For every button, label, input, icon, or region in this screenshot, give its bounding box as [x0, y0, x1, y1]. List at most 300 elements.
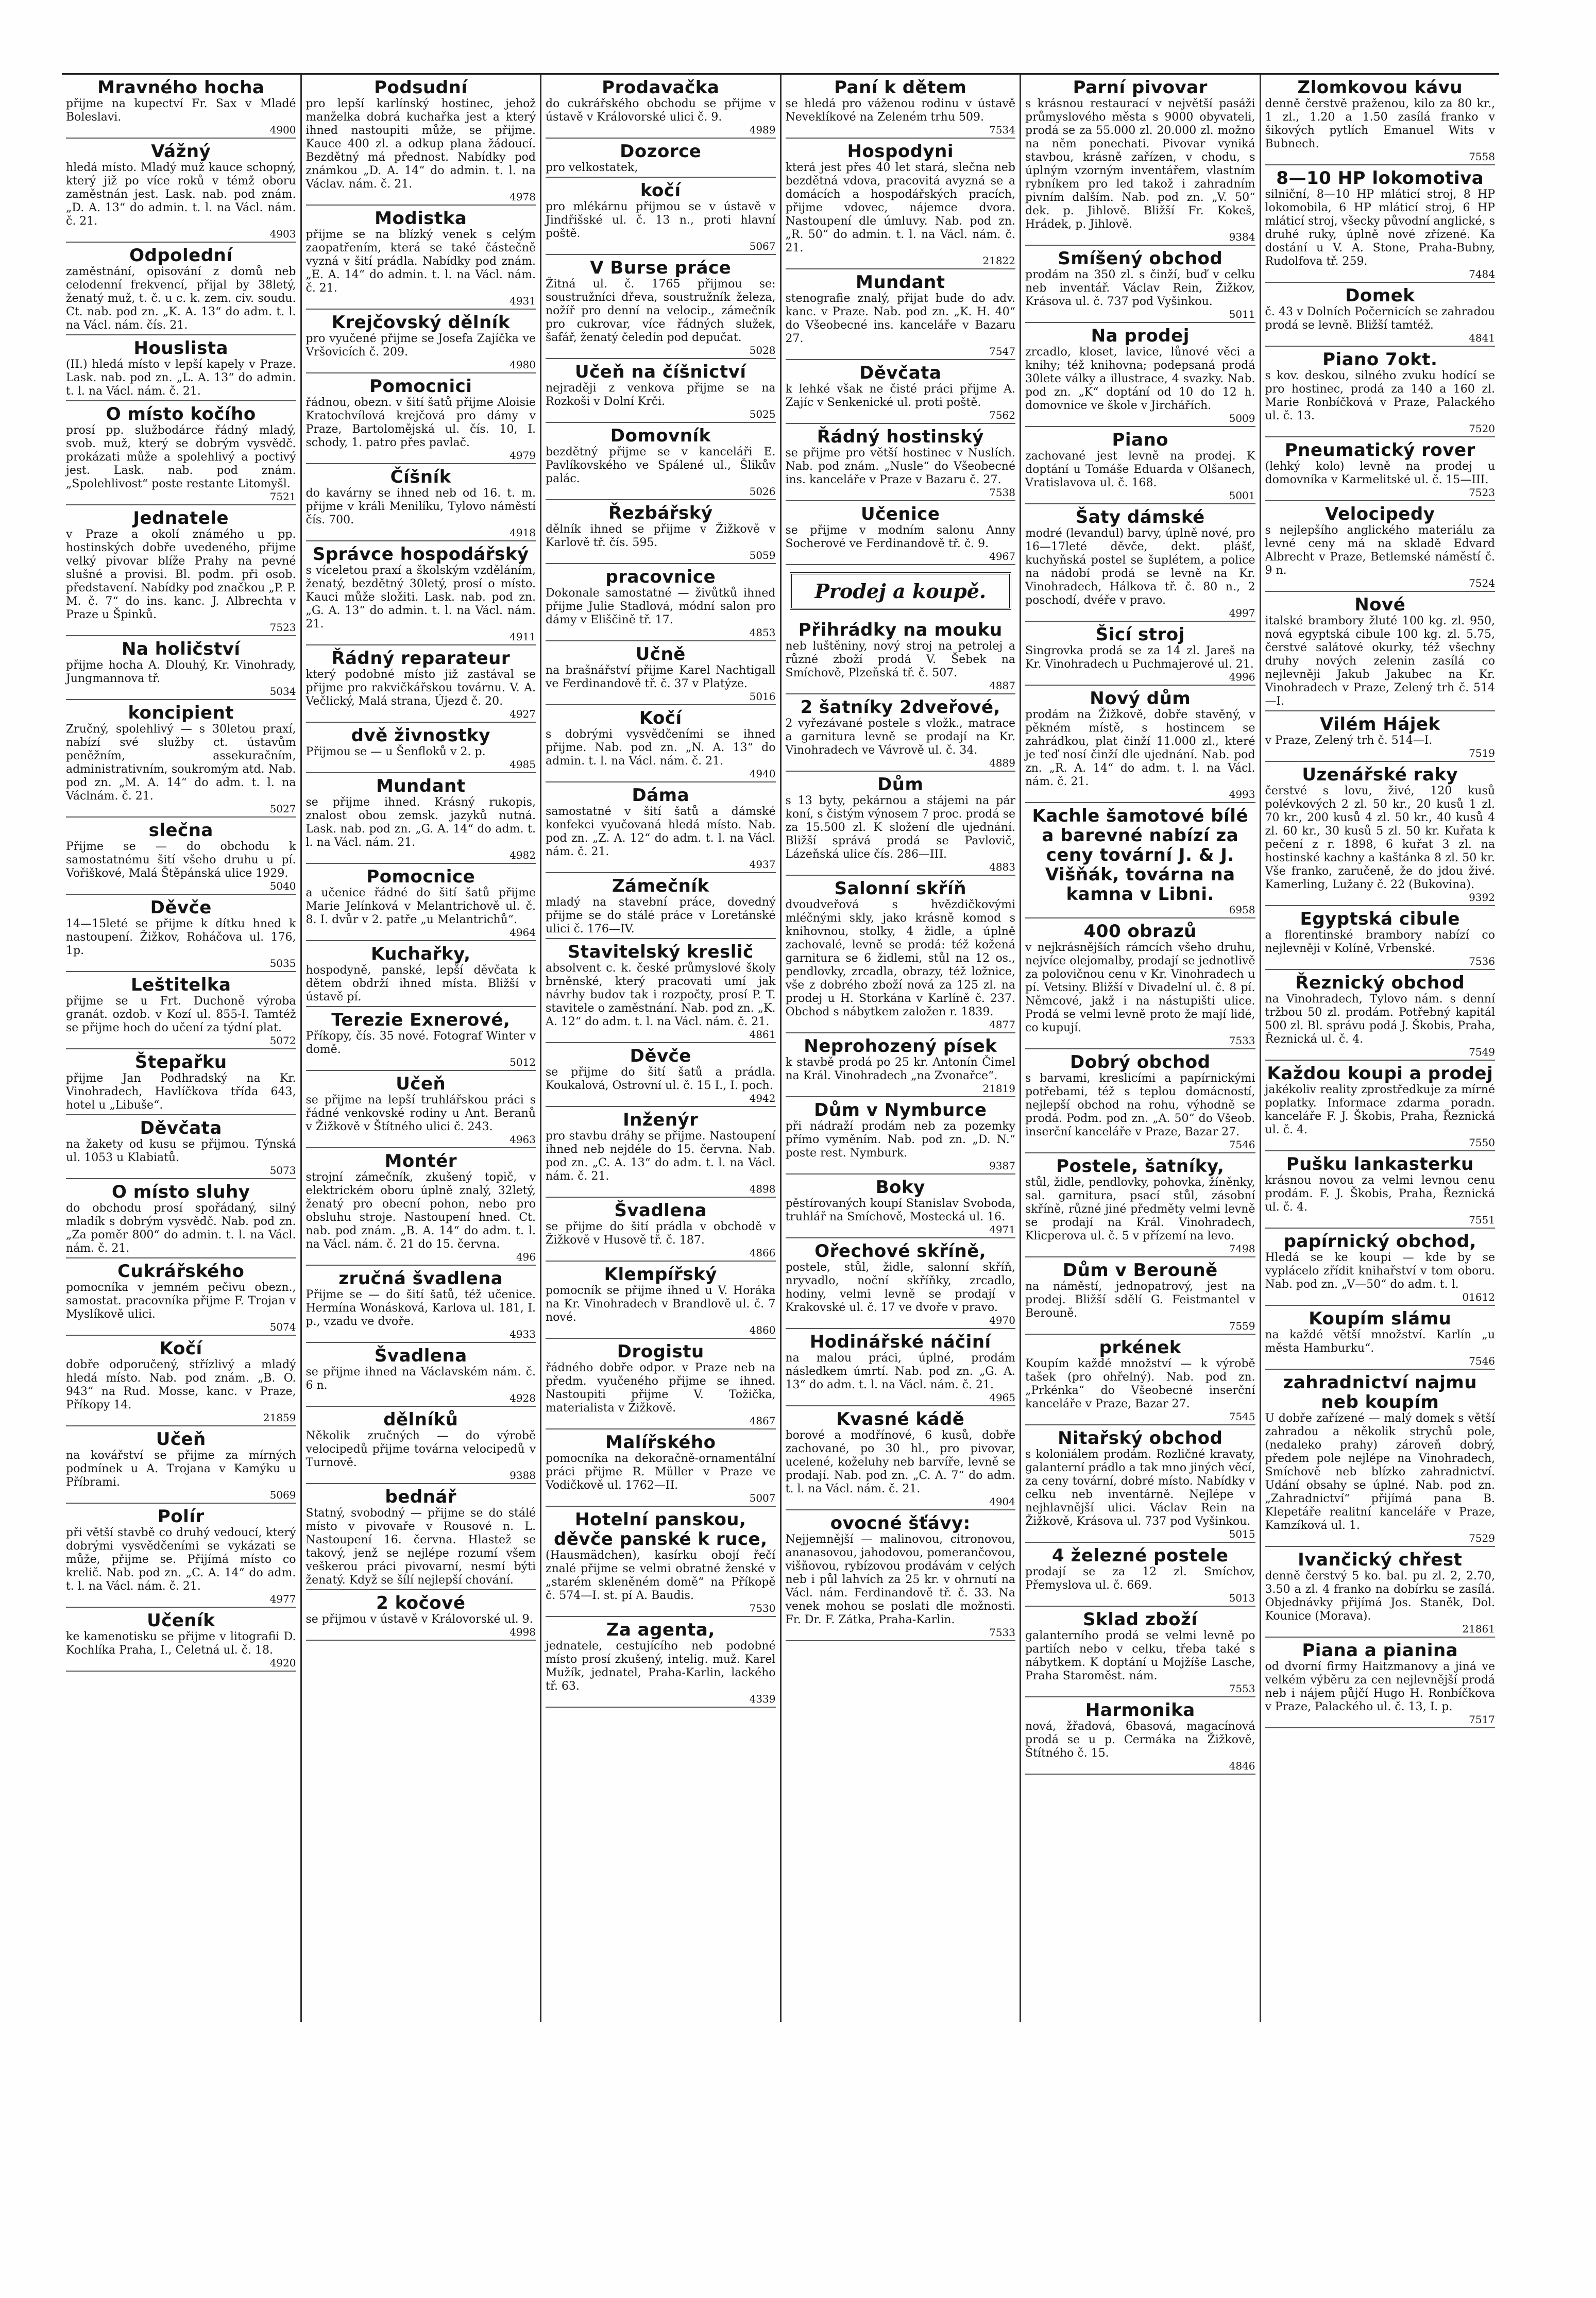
ad-text: dobře odporučený, střízlivý a mladý hledá místo. Nab. pod znám. „B. O. 943“ na Rud. Mosse, kanc. v Praze, Příkopy 14.: [66, 1358, 296, 1411]
ad-number: 4841: [1469, 332, 1495, 344]
column-6: [1261, 75, 1500, 2022]
ad-heading: Učenice: [861, 504, 940, 524]
ad-heading: prkének: [1099, 1337, 1181, 1358]
ad-number: 5040: [269, 880, 296, 892]
classified-ad: [66, 505, 296, 636]
ad-text: italské brambory žluté 100 kg. zl. 950, nová egyptská cibule 100 kg. zl. 5.75, čerstvé salátové okurky, též všechny druhy nových zelenin zasílá co nejlevněji Jakub Jakubec na Kr. Vinohradech v Praze, Zelený trh č. 514—I.: [1265, 615, 1495, 708]
classified-ad: [546, 178, 776, 255]
column-1: [62, 75, 302, 2022]
classified-ad: [306, 864, 536, 941]
ad-heading: Parní pivovar: [1073, 77, 1208, 98]
classified-columns: [62, 73, 1499, 2022]
ad-text: na malou práci, úplné, prodám následkem úmrtí. Nab. pod zn. „G. A. 13“ do adm. t. l. na Václ. nám. č. 21.: [785, 1352, 1015, 1391]
classified-ad: [786, 772, 1016, 876]
classified-ad: [306, 206, 536, 310]
ad-text: mladý na stavební práce, dovedný přijme se do stálé práce v Loretánské ulici č. 176—IV.: [546, 896, 776, 935]
ad-heading: Učeník: [147, 1610, 215, 1631]
classified-ad: [306, 1007, 536, 1071]
classified-ad: [1265, 1229, 1496, 1306]
ad-text: na žakety od kusu se přijmou. Týnská ul. 1053 u Klabiatů.: [66, 1138, 296, 1164]
ad-text: (II.) hledá místo v lepší kapely v Praze. Lask. nab. pod zn. „L. A. 13“ do admin. t. l. na Václ. nám. č. 21.: [66, 358, 296, 398]
classified-ad: [306, 773, 536, 864]
ad-number: 7521: [269, 490, 296, 503]
classified-ad: [786, 75, 1016, 139]
ad-number: 7536: [1469, 955, 1495, 967]
ad-heading: dvě živnostky: [351, 725, 490, 746]
ad-number: 4963: [510, 1133, 536, 1146]
classified-ad: [306, 541, 536, 645]
ad-number: 7523: [1469, 486, 1495, 499]
classified-ad: [1025, 323, 1255, 427]
ad-text: pro mlékárnu přijmou se v ústavě v Jindřišské ul. č. 13 n., proti hlavní poště.: [546, 200, 776, 240]
ad-number: 7546: [1229, 1138, 1255, 1151]
classified-ad: [546, 139, 776, 178]
classified-ad: [66, 1336, 296, 1426]
classified-ad: [1025, 686, 1255, 803]
ad-number: 4920: [269, 1657, 296, 1669]
ad-text: při nádraží prodám neb za pozemky přímo vyměním. Nab. pod zn. „D. N.“ poste rest. Nymburk.: [785, 1120, 1015, 1160]
ad-text: modré (levandul) barvy, úplně nové, pro 16—17leté děvče, dekt. plášť, kuchyňská postel se šuplétem, a police na nádobí prodá se levně na Kr. Vinohradech, Hálkova tř. č. 80 n., 2 poschodí, dvéře v pravo.: [1025, 527, 1255, 607]
ad-text: nejraději z venkova přijme se na Rozkoši v Dolní Krči.: [546, 382, 776, 408]
ad-number: 7529: [1469, 1532, 1495, 1544]
ad-text: s 13 byty, pekárnou a stájemi na pár koní, s čistým výnosem 7 proc. prodá se za 15.500 zl. K složení dle ujednání. Bližší správá prodá se Pavlovič, Lázeňská ulice čís. 286—III.: [785, 794, 1015, 861]
ad-number: 7533: [989, 1626, 1015, 1639]
ad-heading: Správce hospodářský: [312, 544, 529, 565]
ad-heading: Krejčovský dělník: [331, 312, 510, 333]
ad-number: 7545: [1229, 1410, 1255, 1423]
ad-number: 5011: [1229, 308, 1255, 320]
ad-text: Koupím každé množství — k výrobě tašek (pro ohřelný). Nab. pod zn. „Prkénka“ do Všeobecné inserční kanceláře v Praze, Bazar 27.: [1025, 1357, 1255, 1410]
ad-number: 7558: [1469, 150, 1495, 163]
ad-number: 4989: [749, 124, 776, 136]
ad-heading: Na prodej: [1091, 326, 1190, 346]
ad-number: 5025: [749, 408, 776, 420]
classified-ad: [546, 939, 776, 1043]
ad-heading: Velocipedy: [1325, 504, 1435, 524]
classified-ad: [66, 700, 296, 818]
ad-heading: Piana a pianina: [1302, 1640, 1458, 1661]
ad-number: 4978: [510, 191, 536, 203]
classified-ad: [306, 1484, 536, 1590]
ad-number: 7559: [1229, 1320, 1255, 1332]
classified-ad: [1265, 1370, 1496, 1547]
classified-ad: [1025, 75, 1255, 246]
ad-number: 5067: [749, 240, 776, 252]
column-5: [1021, 75, 1261, 2022]
ad-text: stůl, židle, pendlovky, pohovka, žíněnky, sal. garnitura, psací stůl, zásobní skříně, různé jiné předměty velmi levně se prodají na Král. Vinohradech, Klicperova ul. č. 5 v přízemí na levo.: [1025, 1176, 1255, 1242]
ad-number: 4883: [989, 861, 1015, 873]
ad-number: 7562: [989, 409, 1015, 421]
ad-text: samostatné v šití šatů a dámské konfekci vyučovaná hledá místo. Nab. pod zn. „Z. A. 12“ do adm. t. l. na Václ. nám. č. 21.: [546, 805, 776, 858]
ad-text: Žitná ul. č. 1765 přijmou se: soustružníci dřeva, soustružník železa, nožíř pro denní na velocip., zámečník pro cukrovar, více řádných služek, šafář, ženatý čeledín pod depučat.: [546, 278, 776, 344]
ad-number: 4998: [510, 1626, 536, 1638]
ad-number: 4904: [989, 1495, 1015, 1508]
ad-text: ke kamenotisku se přijme v litografii D. Kochlíka Praha, I., Celetná ul. č. 18.: [66, 1630, 296, 1657]
classified-ad: [1025, 427, 1255, 504]
ad-text: se přijme ihned. Krásný rukopis, znalost obou zemsk. jazyků nutná. Lask. nab. pod zn. „G. A. 14“ do adm. t. l. na Václ. nám. 21.: [305, 796, 536, 849]
ad-heading: Dozorce: [620, 141, 702, 162]
classified-ad: [306, 1407, 536, 1484]
classified-ad: [786, 694, 1016, 772]
ad-heading: Harmonika: [1085, 1700, 1195, 1721]
ad-heading: Dáma: [632, 785, 690, 806]
ad-text: která jest přes 40 let stará, slečna neb bezdětná vdova, pracovitá avyzná se a domácích a hospodářských pracích, přijme vdovec, nájemce dvora. Nastoupení dle úmluvy. Nab. pod zn. „R. 50“ do admin. t. l. na Václ. nám. č. 21.: [785, 161, 1015, 254]
classified-ad: [546, 1107, 776, 1198]
classified-ad: [1265, 1061, 1496, 1151]
ad-number: 21861: [1462, 1623, 1495, 1635]
ad-number: 4931: [510, 295, 536, 307]
classified-ad: [786, 1329, 1016, 1406]
ad-heading: Štepařku: [134, 1052, 227, 1073]
ad-heading: Cukrářského: [117, 1261, 245, 1282]
classified-ad: [306, 1148, 536, 1266]
ad-number: 4900: [269, 124, 296, 136]
ad-heading: Inženýr: [623, 1110, 699, 1130]
classified-ad: [66, 818, 296, 895]
ad-number: 21859: [263, 1411, 296, 1424]
ad-number: 4967: [989, 550, 1015, 563]
ad-heading: Na holičství: [121, 639, 241, 659]
ad-heading: Pušku lankasterku: [1286, 1154, 1474, 1174]
classified-ad: [1025, 246, 1255, 323]
classified-ad: [1265, 1638, 1496, 1728]
classified-ad: [1025, 1257, 1255, 1335]
ad-text: zrcadlo, kloset, lavice, lůnové věci a knihy; též knihovna; podepsaná prodá 30lete války a illustrace, 4 svazky. Nab. pod zn. „K“ doptání od 10 do 12 h. domovnice ve škole v Jirchářích.: [1025, 346, 1255, 412]
ad-number: 4964: [510, 926, 536, 939]
classified-ad: [306, 1071, 536, 1148]
ad-heading: Pneumatický rover: [1284, 440, 1475, 461]
ad-number: 7498: [1229, 1242, 1255, 1255]
classified-ad: [546, 1339, 776, 1429]
ad-text: s dobrými vysvědčeními se ihned přijme. Nab. pod zn. „N. A. 13“ do admin. t. l. na Václ. nám. č. 21.: [546, 728, 776, 768]
classified-ad: [66, 636, 296, 700]
ad-heading: Klempířský: [604, 1264, 717, 1285]
classified-ad: [1025, 918, 1255, 1049]
ad-number: 21819: [982, 1082, 1015, 1095]
ad-number: 7533: [1229, 1034, 1255, 1047]
ad-heading: kočí: [640, 180, 681, 201]
ad-heading: pracovnice: [605, 567, 716, 587]
ad-text: se přijme v modním salonu Anny Socherové ve Ferdinandově tř. č. 9.: [785, 524, 1015, 550]
ad-text: přijme Jan Podhradský na Kr. Vinohradech, Havlíčkova třída 643, hotel u „Libuše“.: [66, 1072, 296, 1112]
classified-ad: [306, 310, 536, 373]
ad-heading: zručná švadlena: [338, 1268, 503, 1289]
ad-text: denně čerstvě praženou, kilo za 80 kr., 1 zl., 1.20 a 1.50 zasílá franko v šikových pytlích Emanuel Wits v Bubnech.: [1265, 97, 1495, 150]
ad-text: pro stavbu dráhy se přijme. Nastoupení ihned neb nejdéle do 15. června. Nab. pod zn. „C. A. 13“ do adm. t. l. na Václ. nám. č. 21.: [546, 1130, 776, 1183]
ad-number: 9384: [1229, 231, 1255, 243]
ad-text: Nejjemnější — malinovou, citronovou, ananasovou, jahodovou, pomerančovou, višňovou, rybízovou prodávám v celých neb i půl lahvích za 25 kr. v ohrnutí na Václ. nám. Ferdinandově tř. č. 33. Na venek mohou se poslati dle možnosti. Fr. Dr. F. Zátka, Praha-Karlin.: [785, 1533, 1015, 1626]
ad-text: v nejkrásnějších rámcích všeho druhu, nejvíce olejomalby, prodají se jednotlivě za polovičnou cenu v Kr. Vinohradech u pí. Vetsiny. Bližší v Divadelní ul. č. 8 pí. Němcové, jakž i na nástupišti ulice. Prodá se velmi levně proto že mají lidé, co kupují.: [1025, 941, 1255, 1034]
ad-number: 5001: [1229, 489, 1255, 502]
ad-number: 4877: [989, 1018, 1015, 1031]
classified-ad: [546, 1198, 776, 1262]
ad-heading: Egyptská cibule: [1300, 909, 1460, 929]
classified-ad: [66, 1608, 296, 1672]
ad-number: 7551: [1469, 1214, 1495, 1226]
ad-heading: Zlomkovou kávu: [1297, 77, 1463, 98]
ad-text: pro vyučené přijme se Josefa Zajíčka ve Vršovicích č. 209.: [305, 332, 536, 359]
ad-number: 5012: [510, 1056, 536, 1068]
ad-heading: Neprohozený písek: [804, 1036, 997, 1057]
classified-ad: [786, 1174, 1016, 1238]
classified-ad: [1265, 1151, 1496, 1229]
column-2: [302, 75, 542, 2022]
ad-heading: Hospodyni: [847, 141, 954, 162]
ad-heading: Jednatele: [133, 508, 229, 529]
classified-ad: [1025, 1697, 1255, 1775]
ad-number: 5013: [1229, 1592, 1255, 1604]
ad-number: 4928: [510, 1392, 536, 1404]
classified-ad: [1025, 1049, 1255, 1153]
ad-text: přijme hocha A. Dlouhý, Kr. Vinohrady, Jungmannova tř.: [66, 659, 296, 685]
ad-heading: Švadlena: [614, 1200, 707, 1221]
section-label: Prodej a koupě.: [814, 580, 987, 603]
classified-ad: [306, 373, 536, 464]
ad-text: (lehký kolo) levně na prodej u domovníka v Karmelitské ul. č. 15—III.: [1265, 460, 1495, 486]
ad-number: 7547: [989, 345, 1015, 358]
classified-ad: [1265, 592, 1496, 711]
ad-text: se přijme ihned na Václavském nám. č. 6 n.: [305, 1366, 536, 1392]
ad-heading: Kuchařky,: [370, 944, 471, 964]
ad-heading: Řádný hostinský: [817, 427, 984, 447]
ad-text: Přijme se — do obchodu k samostatnému šití všeho druhu u pí. Vořiškové, Malá Štěpánská ulice 1929.: [66, 840, 296, 880]
ad-heading: Dobrý obchod: [1070, 1052, 1211, 1073]
ad-heading: Učně: [635, 644, 686, 665]
ad-number: 4980: [510, 359, 536, 371]
classified-ad: [546, 255, 776, 359]
ad-text: se přijme na lepší truhlářskou práci s řádné venkovské rodiny u Ant. Beranů v Žižkově v Štítného ulici č. 243.: [305, 1094, 536, 1133]
ad-heading: Šicí stroj: [1095, 624, 1185, 645]
ad-number: 4927: [510, 708, 536, 720]
classified-ad: [1265, 75, 1496, 165]
ad-text: Přijmou se — u Šenfloků v 2. p.: [305, 745, 486, 758]
column-3: [541, 75, 782, 2022]
ad-heading: V Burse práce: [590, 258, 732, 278]
ad-number: 7550: [1469, 1136, 1495, 1149]
ad-number: 5016: [749, 690, 776, 703]
ad-text: k lehké však ne čisté práci přijme A. Zajíc v Senkenické ul. proti poště.: [785, 383, 1015, 409]
ad-text: bezdětný přijme se v kanceláři E. Pavlíkovského ve Spálené ul., Šlikův palác.: [546, 446, 776, 485]
ad-heading: O místo sluhy: [112, 1182, 250, 1202]
ad-heading: Montér: [384, 1151, 457, 1171]
ad-text: s víceletou praxí a školským vzděláním, ženatý, bezdětný 30letý, prosí o místo. Kauci může složiti. Lask. nab. pod zn. „G. A. 13“ do admin. t. l. na Václ. nám. 21.: [305, 564, 536, 631]
classified-ad: [786, 617, 1016, 694]
classified-ad: [546, 705, 776, 782]
ad-heading: Řádný reparateur: [331, 648, 511, 669]
ad-heading: Kočí: [639, 708, 682, 728]
ad-number: 5059: [749, 549, 776, 561]
classified-ad: [786, 1238, 1016, 1329]
ad-text: absolvent c. k. české průmyslové školy brněnské, který pracovati umí jak návrhy budov tak i rozpočty, prosí P. T. stavitele o zaměstnání. Nab. pod zn. „K. A. 12“ do adm. t. l. na Václ. nám. č. 21.: [546, 962, 776, 1028]
ad-heading: Číšník: [390, 467, 451, 487]
ad-text: čerstvé s lovu, živé, 120 kusů polévkových 2 zl. 50 kr., 20 kusů 1 zl. 70 kr., 200 kusů 4 zl. 50 kr., 40 kusů 4 zl. 60 kr., 30 kusů 5 zl. 50 kr. Kuřata k pečení z r. 1898, 6 kuřat 3 zl. na hostinské kachny a kaštánka 8 zl. 50 kr. Vše franko, zaručeně, že do jdou živé. Kamerling, Lužany č. 22 (Bukovina).: [1265, 785, 1495, 891]
ad-heading: Pomocnici: [369, 376, 472, 397]
ad-heading: Vážný: [151, 141, 211, 162]
ad-text: dělník ihned se přijme v Žižkově v Karlově tř. čís. 595.: [546, 523, 776, 549]
ad-text: Zručný, spolehlivý — s 30letou praxí, nabízí své služby ct. ústavům peněžním, assekuračním, administrativním, soukromým atd. Nab. pod zn. „M. A. 14“ do adm. t. l. na Václnám. č. 21.: [66, 723, 296, 803]
classified-ad: [1265, 711, 1496, 762]
ad-text: neb luštěniny, nový stroj na petrolej a různé zboží prodá V. Šebek na Smíchově, Plzeňská tř. č. 507.: [785, 640, 1015, 679]
ad-number: 4970: [989, 1314, 1015, 1326]
ad-number: 4965: [989, 1391, 1015, 1404]
ad-text: denně čerstvý 5 ko. bal. pu zl. 2, 2.70, 3.50 a zl. 4 franko na dobírku se zasílá. Objednávky přijímá Jos. Staněk, Dol. Kounice (Morava).: [1265, 1570, 1495, 1623]
ad-number: 4993: [1229, 788, 1255, 801]
ad-number: 7538: [989, 486, 1015, 499]
ad-heading: 2 kočové: [376, 1593, 466, 1613]
ad-text: při větší stavbě co druhý vedoucí, který dobrými vysvědčeními se vykázati se může, přijme se. Přijímá místo co krelič. Nab. pod zn. „C. A. 14“ do adm. t. l. na Václ. nám. č. 21.: [66, 1526, 296, 1593]
classified-ad: [66, 1049, 296, 1115]
classified-ad: [1265, 1547, 1496, 1638]
ad-heading: Piano: [1112, 430, 1169, 450]
ad-text: Hledá se ke koupi — kde by se vyplácelo zřídit knihařství v tom oboru. Nab. pod zn. „V—50“ do adm. t. l.: [1265, 1251, 1495, 1291]
ad-text: Statný, svobodný — přijme se do stálé místo v pivovaře v Rousové n. L. Nastoupení 16. června. Hlastež se takový, jenž se nejlépe rozumí všem veškerou práci pivovarní, nesmí býti ženatý. Když se šílí nejlepší chování.: [305, 1507, 536, 1587]
ad-text: do cukrářského obchodu se přijme v ústavě v Královorské ulici č. 9.: [546, 97, 776, 124]
ad-heading: Řeznický obchod: [1295, 973, 1465, 993]
ad-text: silniční, 8—10 HP mláticí stroj, 8 HP lokomobila, 6 HP mláticí stroj, 6 HP mláticí stroj, všecky původní anglické, s druhé ruky, úplně nové zřízené. Ka dostání u V. A. Stone, Praha-Bubny, Rudolfova tř. 259.: [1265, 188, 1495, 268]
ad-heading: Mravného hocha: [97, 77, 265, 98]
ad-text: prosí pp. službodárce řádný mladý, svob. muž, který se dobrým vysvědč. prokázati může a spolehlivý a poctivý jest. Lask. nab. pod znám. „Spolehlivost“ poste restante Litomyšl.: [66, 424, 296, 490]
ad-number: 5035: [269, 957, 296, 969]
ad-heading: Koupím slámu: [1309, 1308, 1452, 1329]
classified-ad: [546, 1429, 776, 1507]
ad-text: stenografie znalý, přijat bude do adv. kanc. v Praze. Nab. pod zn. „K. H. 40“ do Všeobecné ins. kanceláře v Bazaru 27.: [785, 292, 1015, 345]
classified-ad: [306, 1590, 536, 1641]
classified-ad: [786, 501, 1016, 565]
ad-number: 5027: [269, 803, 296, 815]
ad-text: a učenice řádné do šití šatů přijme Marie Jelínková v Melantrichově ul. č. 8. I. dvůr v 2. patře „u Melantrichů“.: [305, 887, 536, 926]
ad-number: 496: [516, 1251, 536, 1263]
ad-text: pro velkostatek,: [546, 161, 638, 174]
ad-number: 7546: [1469, 1355, 1495, 1367]
ad-number: 5069: [269, 1489, 296, 1501]
classified-ad: [306, 645, 536, 723]
ad-text: Dokonale samostatné — živůtků ihned přijme Julie Stadlová, módní salon pro dámy v Eliščině tř. 17.: [546, 587, 776, 626]
ad-text: hospodyně, panské, lepší děvčata k dětem obdrží ihned místa. Bližší v ústavě pí.: [305, 964, 536, 1003]
ad-text: Několik zručných — do výrobě velocipedů přijme továrna velocipedů v Turnově.: [305, 1429, 536, 1469]
ad-number: 4933: [510, 1328, 536, 1340]
ad-text: prodají se za 12 zl. Smíchov, Přemyslova ul. č. 669.: [1025, 1565, 1255, 1592]
ad-heading: Hodinářské náčiní: [809, 1332, 991, 1352]
ad-text: na kovářství se přijme za mírných podmínek u A. Trojana v Kamýku u Příbrami.: [66, 1449, 296, 1489]
ad-text: řádnou, obezn. v šití šatů přijme Aloisie Kratochvílová krejčová pro dámy v Praze, Bartolomějská ul. čís. 10, I. schody, 1. patro přes pavlač.: [305, 396, 536, 449]
classified-ad: [1025, 803, 1255, 918]
ad-number: 5009: [1229, 412, 1255, 424]
ad-number: 4918: [510, 526, 536, 539]
classified-ad: [546, 500, 776, 564]
ad-heading: Piano 7okt.: [1322, 349, 1438, 370]
ad-number: 7519: [1469, 747, 1495, 759]
ad-text: pěstírovaných koupí Stanislav Svoboda, truhlář na Smíchově, Mostecká ul. 16.: [785, 1197, 1015, 1223]
classified-ad: [306, 941, 536, 1007]
ad-text: který podobné místo již zastával se přijme pro rakvičkářskou továrnu. V. A. Večlický, Malá strana, Újezd č. 20.: [305, 668, 536, 708]
ad-number: 4866: [749, 1247, 776, 1259]
ad-number: 4339: [749, 1693, 776, 1705]
ad-heading: Salonní skříň: [834, 878, 966, 899]
ad-text: do obchodu prosí spořádaný, silný mladík s dobrým vysvědč. Nab. pod zn. „Za poměr 800“ do admin. t. l. na Václ. nám. č. 21.: [66, 1202, 296, 1255]
ad-heading: Nitařský obchod: [1058, 1428, 1223, 1449]
classified-ad: [546, 423, 776, 500]
ad-number: 9392: [1469, 891, 1495, 904]
ad-number: 7517: [1469, 1713, 1495, 1726]
classified-ad: [786, 139, 1016, 269]
ad-text: nová, žřadová, 6basová, magacínová prodá se u p. Cermáka na Žižkově, Štítného č. 15.: [1025, 1720, 1255, 1760]
ad-heading: Děvče: [630, 1046, 691, 1066]
classified-ad: [546, 1262, 776, 1339]
ad-heading: Uzenářské raky: [1302, 764, 1458, 785]
ad-heading: Hotelní panskou, děvče panské k ruce,: [554, 1509, 768, 1550]
ad-heading: Učeň na číšnictví: [575, 362, 746, 382]
ad-text: pomocníka na dekoračně-ornamentální práci přijme R. Müller v Praze ve Vodičkově ul. 1762—II.: [546, 1452, 776, 1492]
ad-number: 4996: [1229, 671, 1255, 683]
ad-text: pomocníka v jemném pečivu obezn., samostat. pracovníka přijme F. Trojan v Myslíkově ulici.: [66, 1281, 296, 1321]
ad-heading: O místo kočího: [106, 404, 256, 424]
ad-heading: Leštitelka: [131, 975, 231, 995]
ad-text: řádného dobře odpor. v Praze neb na předm. vyučeného přijme se ihned. Nastoupiti přijme V. Tožička, materialista v Žižkově.: [546, 1361, 776, 1415]
section-label-box: [790, 572, 1012, 610]
ad-number: 7534: [989, 124, 1015, 136]
ad-text: na brašnářství přijme Karel Nachtigall ve Ferdinandově tř. č. 37 v Platýze.: [546, 664, 776, 690]
classified-ad: [306, 723, 536, 773]
ad-heading: 400 obrazů: [1083, 921, 1197, 942]
ad-text: do kavárny se ihned neb od 16. t. m. přijme v králi Menilíku, Tylovo náměstí čís. 700.: [305, 487, 536, 526]
ad-heading: koncipient: [128, 703, 234, 723]
ad-heading: Vilém Hájek: [1319, 714, 1440, 735]
classified-ad: [1025, 1153, 1255, 1257]
ad-heading: Zámečník: [612, 876, 709, 896]
ad-number: 4979: [510, 449, 536, 462]
classified-ad: [66, 243, 296, 335]
classified-ad: [786, 1406, 1016, 1510]
ad-text: s koloniálem prodám. Rozličné kravaty, galanterní prádlo a tak mno jiných věcí, za ceny tovární, dobré místo. Nabídky v celku neb inventárně. Nejlépe v nejhlavnější ulici. Václav Rein na Žižkově, Krásova ul. 737 pod Vyšinkou.: [1025, 1448, 1255, 1528]
ad-text: dvoudveřová s hvězdičkovými mléčnými skly, jako krásně komod s knihovnou, stolky, 4 židle, a úplně zachovalé, levně se prodá: též kožená garnitura se 6 židlemi, stůl na 12 os., pendlovky, zrcadla, obrazy, též ložnice, vše z dobrého zboží nová za 125 zl. na prodej u H. Storkána v Karlíně č. 237. Obchod s nábytkem založen r. 1839.: [785, 898, 1015, 1018]
ad-number: 7523: [269, 621, 296, 634]
ad-number: 7530: [749, 1602, 776, 1614]
classified-ad: [786, 269, 1016, 360]
classified-ad: [306, 1266, 536, 1343]
ad-text: prodám na 350 zl. s činží, buď v celku neb inventář. Václav Rein, Žižkov, Krásova ul. č. 737 pod Vyšinkou.: [1025, 268, 1255, 308]
ad-heading: Prodavačka: [602, 77, 720, 98]
ad-number: 5028: [749, 344, 776, 356]
ad-number: 4846: [1229, 1760, 1255, 1772]
classified-ad: [546, 1507, 776, 1617]
ad-text: zaměstnání, opisování z domů neb celodenní frekvencí, přijal by 38letý, ženatý muž, t. č. u c. k. zem. civ. soudu. Ct. nab. pod zn. „K. A. 13“ do adm. t. l. na Václ. nám. čís. 21.: [66, 265, 296, 332]
ad-text: Přijme se — do šití šatů, též učenice. Hermína Wonásková, Karlova ul. 181, I. p., vzadu ve dvoře.: [305, 1288, 536, 1328]
ad-heading: Polír: [157, 1506, 205, 1527]
ad-heading: Postele, šatníky,: [1056, 1156, 1225, 1177]
ad-number: 4889: [989, 757, 1015, 769]
classified-ad: [786, 360, 1016, 424]
ad-heading: Malířského: [605, 1432, 716, 1453]
classified-ad: [1265, 1306, 1496, 1370]
classified-ad: [66, 895, 296, 972]
ad-heading: Terezie Exnerové,: [331, 1010, 511, 1030]
classified-ad: [1265, 906, 1496, 970]
ad-text: s nejlepšího anglického materiálu za levné ceny má na skladě Edvard Albrecht v Praze, Betlemské náměstí č. 9 n.: [1265, 524, 1495, 577]
classified-ad: [786, 1510, 1016, 1641]
ad-number: 7549: [1469, 1046, 1495, 1058]
ad-number: 4997: [1229, 607, 1255, 619]
ad-heading: Nový dům: [1090, 688, 1191, 709]
classified-ad: [306, 75, 536, 206]
ad-text: se přijme do šití prádla v obchodě v Žižkově v Husově tř. č. 187.: [546, 1220, 776, 1247]
classified-ad: [786, 1097, 1016, 1174]
ad-number: 4982: [510, 849, 536, 861]
classified-ad: [1025, 1543, 1255, 1607]
ad-text: U dobře zařízené — malý domek s větší zahradou a několik strychů pole, (nedaleko prahy) zároveň dobrý, předem pole nejlépe na Vinohradech, Smíchově neb blízko zahradnictví. Udání obsahy se úplné. Nab. pod zn. „Zahradnictví“ přijímá pana B. Klepetáře realitní kanceláře v Praze, Kamzíková ul. 1.: [1265, 1412, 1495, 1532]
ad-heading: ovocné šťávy:: [830, 1513, 971, 1534]
ad-text: k stavbě prodá po 25 kr. Antonín Čimel na Král. Vinohradech „na Zvonařce“.: [785, 1056, 1015, 1082]
ad-text: (Hausmädchen), kasírku obojí řečí znalé přijme se velmi obratné ženské v „starém skleněném domě“ na Příkopě č. 574—I. st. pí A. Baudis.: [546, 1549, 776, 1602]
